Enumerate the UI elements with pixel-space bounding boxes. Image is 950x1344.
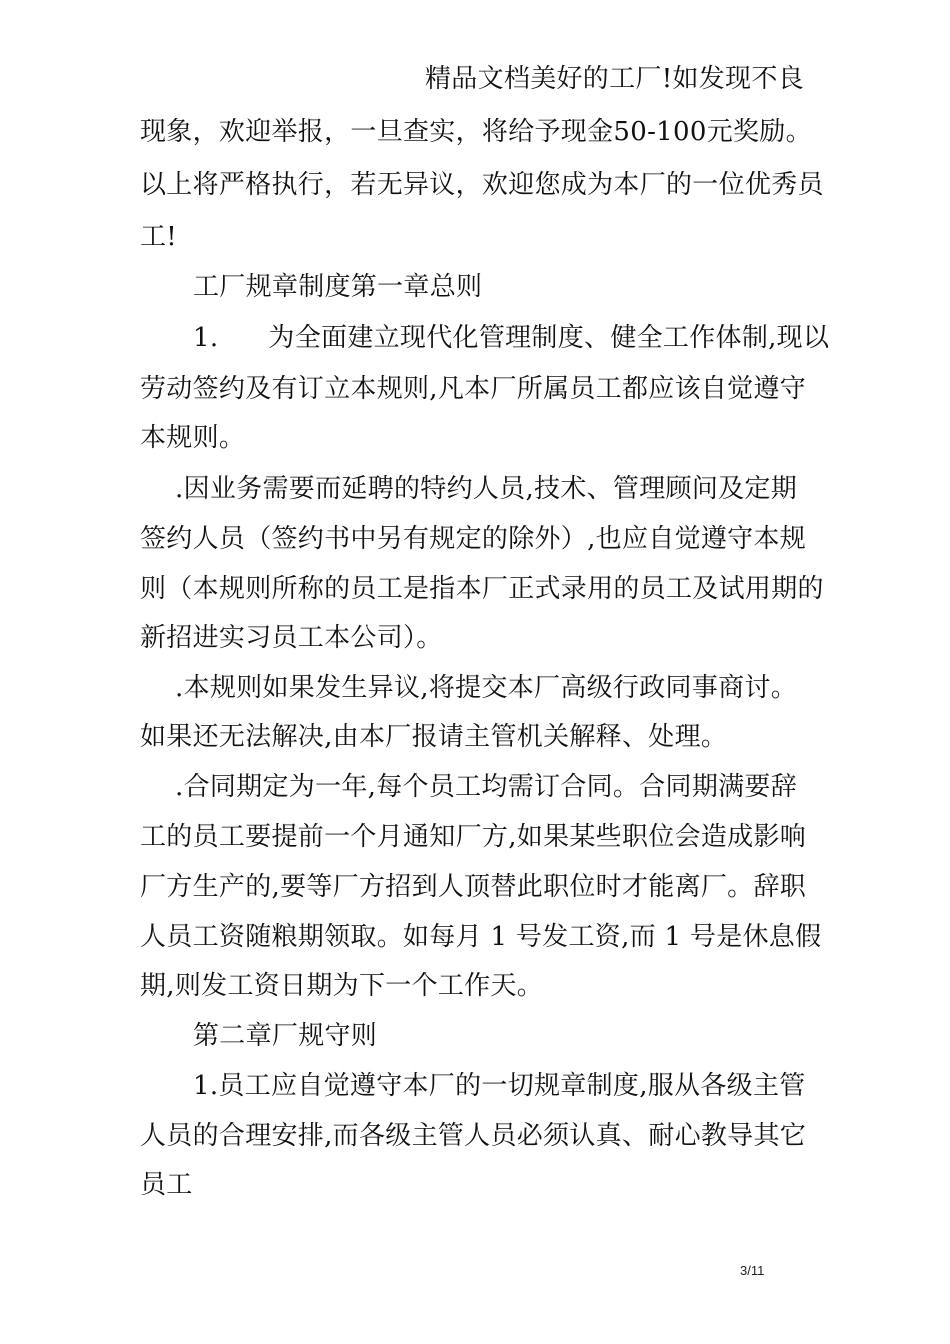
body-line: 本规则。 <box>140 423 246 453</box>
chapter-heading: 第二章厂规守则 <box>193 1021 378 1051</box>
body-line: 1.员工应自觉遵守本厂的一切规章制度,服从各级主管 <box>193 1071 806 1101</box>
body-line: .合同期定为一年,每个员工均需订合同。合同期满要辞 <box>175 772 798 802</box>
body-line: 则（本规则所称的员工是指本厂正式录用的员工及试用期的 <box>140 574 824 604</box>
body-line: 以上将严格执行，若无异议，欢迎您成为本厂的一位优秀员 <box>140 170 824 200</box>
body-line: 厂方生产的,要等厂方招到人顶替此职位时才能离厂。辞职 <box>140 872 807 902</box>
page-header: 精品文档美好的工厂!如发现不良 <box>425 64 804 94</box>
page-number: 3/11 <box>740 1263 765 1278</box>
body-line: 工的员工要提前一个月通知厂方,如果某些职位会造成影响 <box>140 822 807 852</box>
body-line: 劳动签约及有订立本规则,凡本厂所属员工都应该自觉遵守 <box>140 374 807 404</box>
body-line: 如果还无法解决,由本厂报请主管机关解释、处理。 <box>140 722 728 752</box>
body-line: 期,则发工资日期为下一个工作天。 <box>140 971 544 1001</box>
body-line <box>193 323 829 353</box>
body-line: 人员工资随粮期领取。如每月 1 号发工资,而 1 号是休息假 <box>140 922 822 952</box>
body-line: 员工 <box>140 1170 193 1200</box>
body-line: 现象，欢迎举报，一旦查实，将给予现金50-100元奖励。 <box>140 117 812 147</box>
body-line: 工! <box>140 222 178 252</box>
body-line: 新招进实习员工本公司）。 <box>140 623 443 653</box>
chapter-heading: 工厂规章制度第一章总则 <box>193 272 483 302</box>
body-line: .因业务需要而延聘的特约人员,技术、管理顾问及定期 <box>175 474 798 504</box>
item-number: 1. <box>193 323 219 353</box>
body-line: .本规则如果发生异议,将提交本厂高级行政同事商讨。 <box>175 673 798 703</box>
body-line: 签约人员（签约书中另有规定的除外）,也应自觉遵守本规 <box>140 524 807 554</box>
body-line: 人员的合理安排,而各级主管人员必须认真、耐心教导其它 <box>140 1121 807 1151</box>
item-text: 为全面建立现代化管理制度、健全工作体制,现以 <box>268 323 830 353</box>
